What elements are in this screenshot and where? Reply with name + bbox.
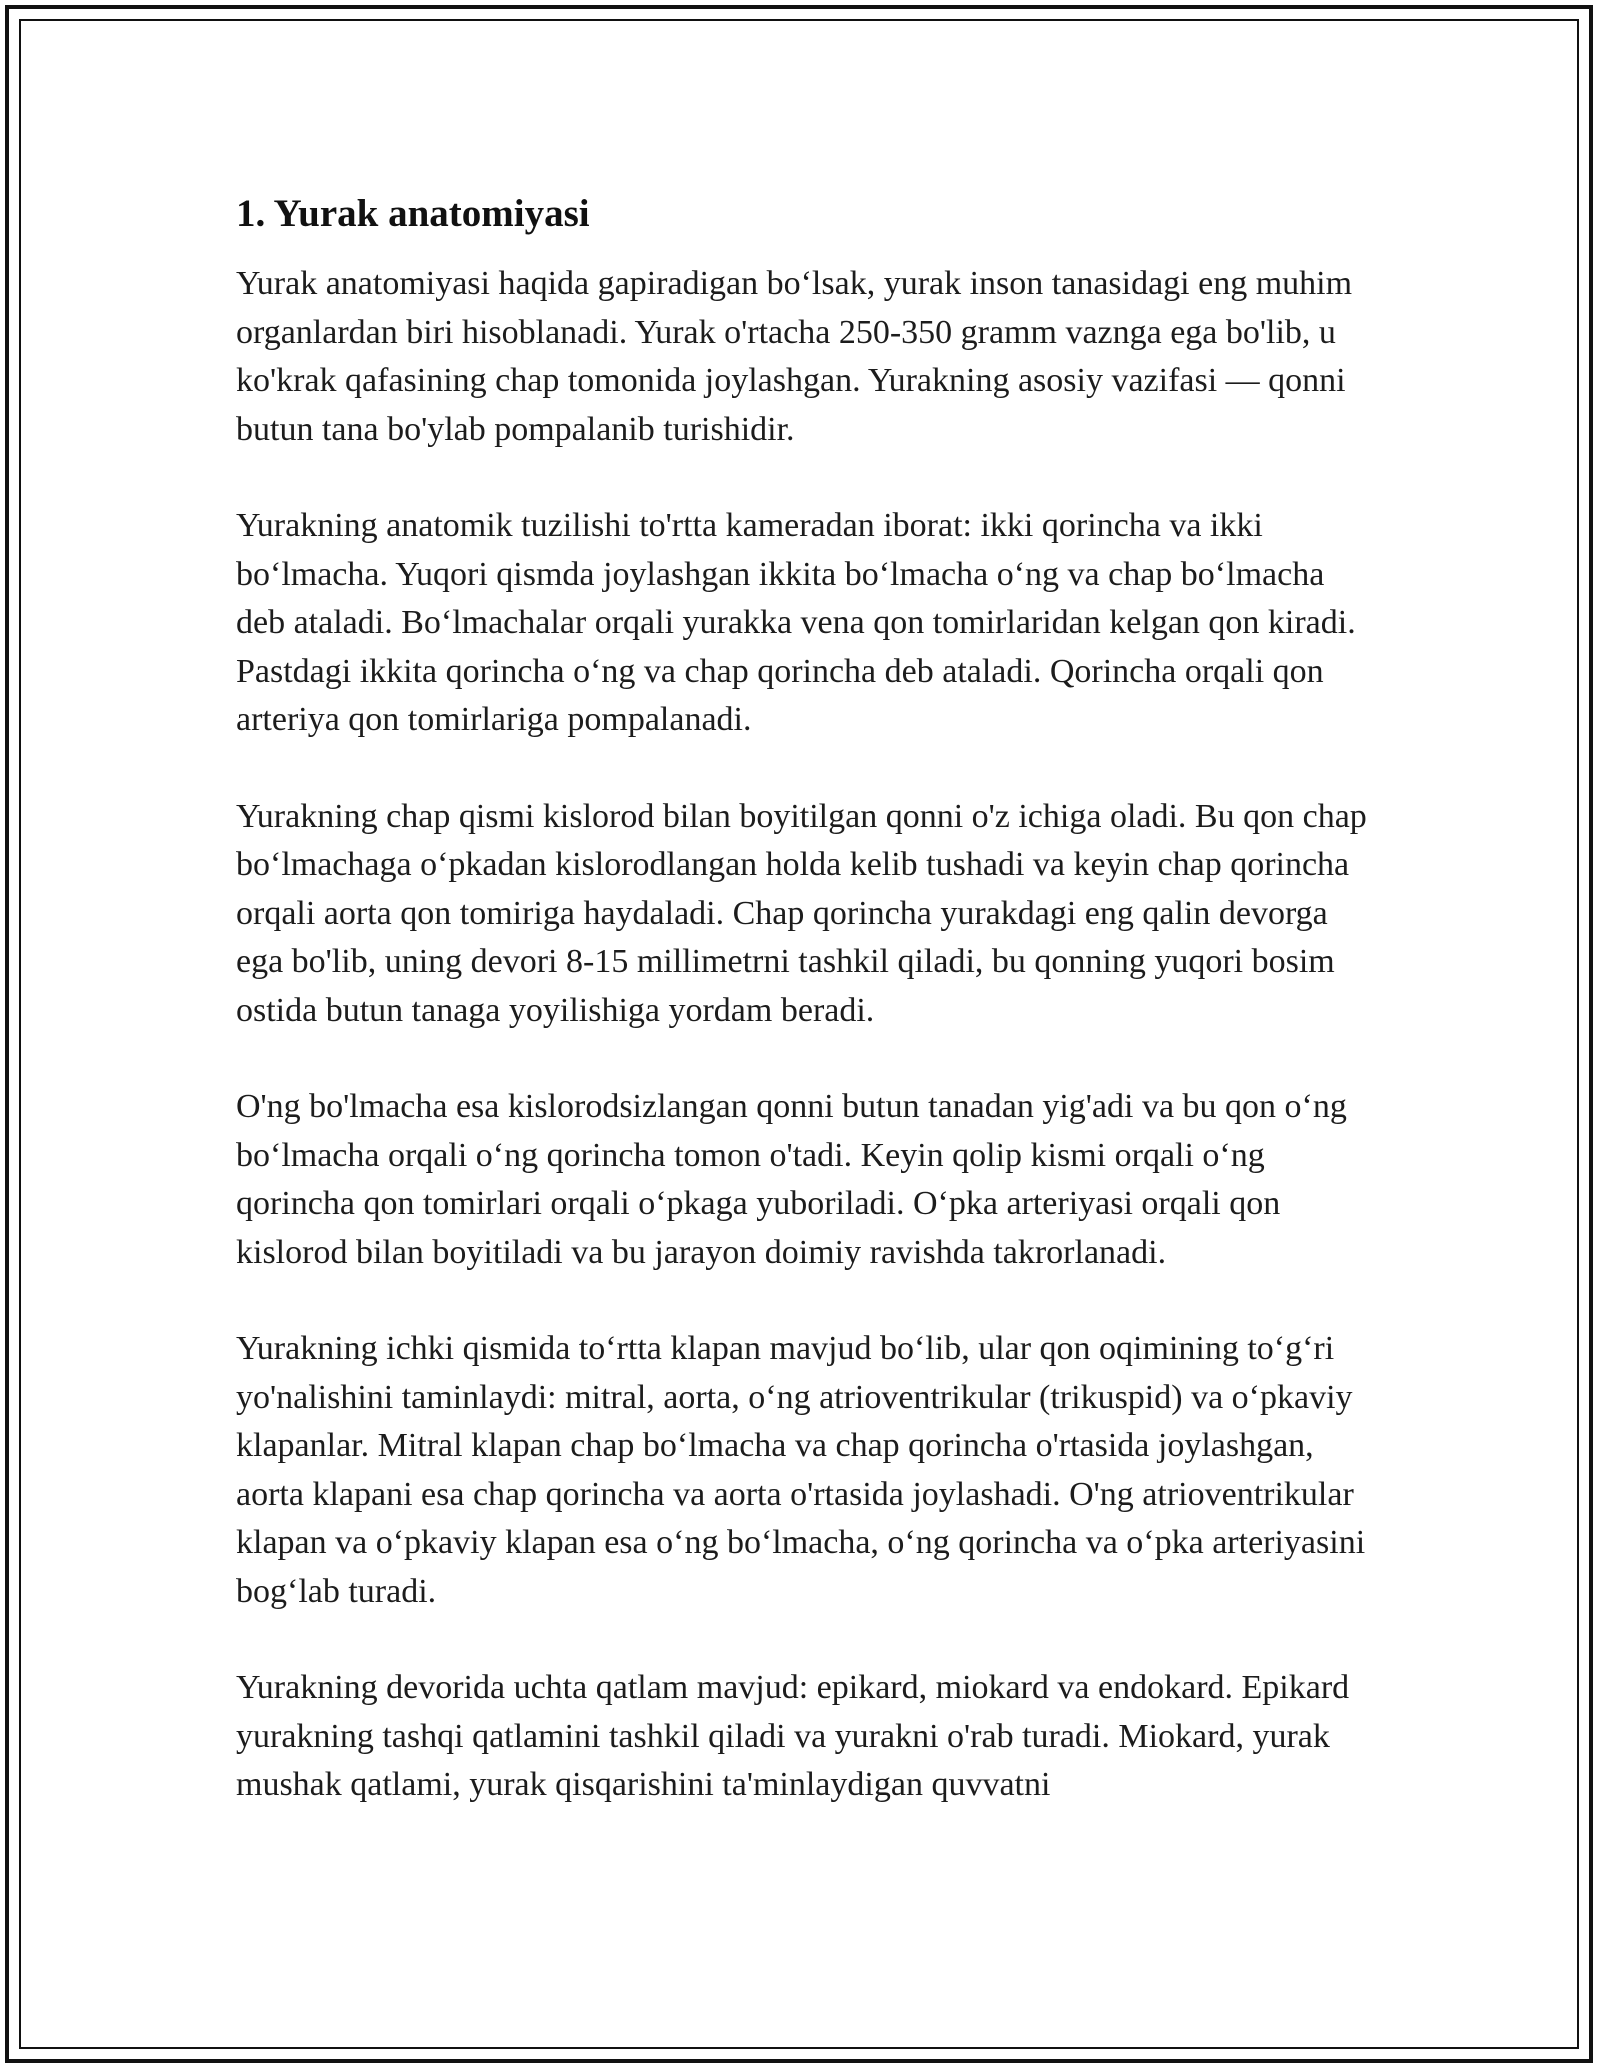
paragraph-5: Yurakning ichki qismida toʻrtta klapan mavjud boʻlib, ular qon oqimining toʻgʻri yo'nalishini taminlaydi: mitral, aorta, oʻng atrioventrikular (trikuspid) va oʻpkaviy klapanlar. Mitral klapan chap boʻlmacha va chap qorincha o'rtasida joylashgan, aorta klapani esa chap qorincha va aorta o'rtasida joylashadi. O'ng atrioventrikular klapan va oʻpkaviy klapan esa oʻng boʻlmacha, oʻng qorincha va oʻpka arteriyasini bogʻlab turadi. [236, 1330, 1366, 1610]
section-heading: 1. Yurak anatomiyasi [236, 192, 590, 235]
paragraph-6: Yurakning devorida uchta qatlam mavjud: epikard, miokard va endokard. Epikard yurakning tashqi qatlamini tashkil qiladi va yurakni o'rab turadi. Miokard, yurak mushak qatlami, yurak qisqarishini ta'minlaydigan quvvatni [236, 1669, 1350, 1803]
paragraph-1: Yurak anatomiyasi haqida gapiradigan boʻlsak, yurak inson tanasidagi eng muhim organlardan biri hisoblanadi. Yurak o'rtacha 250-350 gramm vaznga ega bo'lib, u ko'krak qafasining chap tomonida joylashgan. Yurakning asosiy vazifasi — qonni butun tana bo'ylab pompalanib turishidir. [236, 265, 1353, 448]
document-body [236, 190, 1376, 1858]
paragraph-4: O'ng bo'lmacha esa kislorodsizlangan qonni butun tanadan yig'adi va bu qon oʻng boʻlmacha orqali oʻng qorincha tomon o'tadi. Keyin qolip kismi orqali oʻng qorincha qon tomirlari orqali oʻpkaga yuboriladi. Oʻpka arteriyasi orqali qon kislorod bilan boyitiladi va bu jarayon doimiy ravishda takrorlanadi. [236, 1088, 1347, 1271]
paragraph-3: Yurakning chap qismi kislorod bilan boyitilgan qonni o'z ichiga oladi. Bu qon chap boʻlmachaga oʻpkadan kislorodlangan holda kelib tushadi va keyin chap qorincha orqali aorta qon tomiriga haydaladi. Chap qorincha yurakdagi eng qalin devorga ega bo'lib, uning devori 8-15 millimetrni tashkil qiladi, bu qonning yuqori bosim ostida butun tanaga yoyilishiga yordam beradi. [236, 797, 1367, 1029]
paragraph-2: Yurakning anatomik tuzilishi to'rtta kameradan iborat: ikki qorincha va ikki boʻlmacha. Yuqori qismda joylashgan ikkita boʻlmacha oʻng va chap boʻlmacha deb ataladi. Boʻlmachalar orqali yurakka vena qon tomirlaridan kelgan qon kiradi. Pastdagi ikkita qorincha oʻng va chap qorincha deb ataladi. Qorincha orqali qon arteriya qon tomirlariga pompalanadi. [236, 507, 1356, 738]
